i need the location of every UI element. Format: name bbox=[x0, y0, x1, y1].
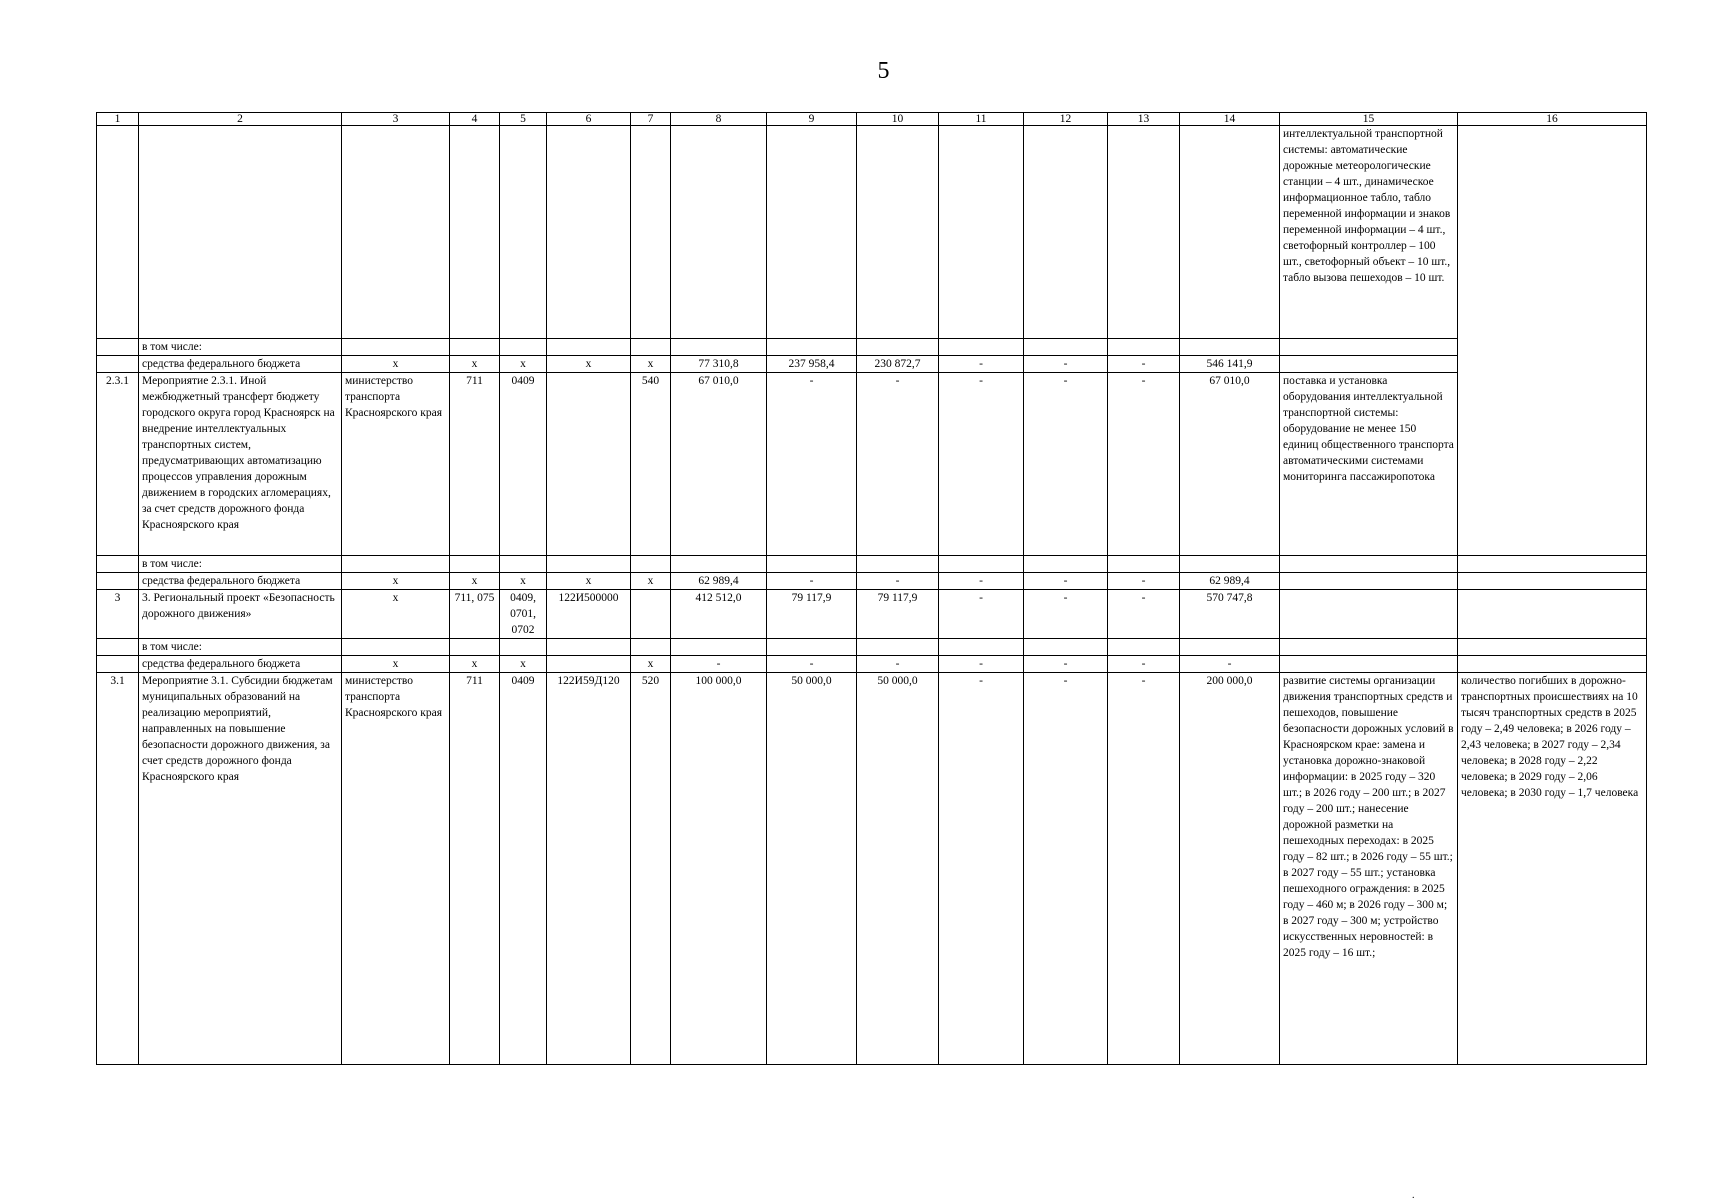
indicator-cell: количество погибших в дорожно-транспортных происшествиях на 10 тысяч транспортных средств в 2025 году – 2,49 человека; в 2026 году – 2,43 человека; в 2027 году – 2,34 человека; в 2028 году – 2,22 человека; в 2029 году – 2,06 человека; в 2030 году – 1,7 человека bbox=[1458, 673, 1647, 1065]
page-number: 5 bbox=[877, 58, 890, 84]
cell: 0409 bbox=[500, 373, 547, 556]
cell: - bbox=[1108, 373, 1180, 556]
header-cell: 5 bbox=[500, 113, 547, 126]
cell: - bbox=[1108, 573, 1180, 590]
row-label: средства федерального бюджета bbox=[139, 573, 342, 590]
cell: 237 958,4 bbox=[767, 356, 857, 373]
cell: 67 010,0 bbox=[671, 373, 767, 556]
cell: - bbox=[767, 656, 857, 673]
header-cell: 2 bbox=[139, 113, 342, 126]
cell: - bbox=[939, 373, 1024, 556]
cell: х bbox=[450, 656, 500, 673]
header-row bbox=[97, 113, 1647, 126]
cell: х bbox=[500, 356, 547, 373]
header-cell: 6 bbox=[547, 113, 631, 126]
header-cell: 1 bbox=[97, 113, 139, 126]
cell: 62 989,4 bbox=[671, 573, 767, 590]
table-row bbox=[97, 656, 1647, 673]
cell: 711 bbox=[450, 373, 500, 556]
header-cell: 11 bbox=[939, 113, 1024, 126]
table-row bbox=[97, 573, 1647, 590]
cell: - bbox=[767, 373, 857, 556]
cell: 100 000,0 bbox=[671, 673, 767, 1065]
header-cell: 4 bbox=[450, 113, 500, 126]
cell: - bbox=[1024, 590, 1108, 639]
cell: - bbox=[767, 573, 857, 590]
cell: - bbox=[857, 656, 939, 673]
header-cell: 3 bbox=[342, 113, 450, 126]
cell: - bbox=[1180, 656, 1280, 673]
cell: х bbox=[631, 573, 671, 590]
cell: - bbox=[857, 573, 939, 590]
cell: - bbox=[939, 673, 1024, 1065]
table-row bbox=[97, 339, 1647, 356]
cell: - bbox=[857, 373, 939, 556]
cell: 711, 075 bbox=[450, 590, 500, 639]
cell: 67 010,0 bbox=[1180, 373, 1280, 556]
result-cell: развитие системы организации движения транспортных средств и пешеходов, повышение безопасности дорожных условий в Красноярском крае: замена и установка дорожно-знаковой информации: в 2025 году – 320 шт.; в 2026 году – 200 шт.; в 2027 году – 200 шт.; нанесение дорожной разметки на пешеходных переходах: в 2025 году – 82 шт.; в 2026 году – 55 шт.; в 2027 году – 55 шт.; установка пешеходного ограждения: в 2025 году – 460 м; в 2026 году – 300 м; в 2027 году – 300 м; устройство искусственных неровностей: в 2025 году – 16 шт.; bbox=[1280, 673, 1458, 1065]
row-name: Мероприятие 2.3.1. Иной межбюджетный трансферт бюджету городского округа город Красноярск на внедрение интеллектуальных транспортных систем, предусматривающих автоматизацию процессов управления дорожным движением в городских агломерациях, за счет средств дорожного фонда Красноярского края bbox=[139, 373, 342, 556]
cell: - bbox=[1108, 356, 1180, 373]
cell: 122И500000 bbox=[547, 590, 631, 639]
cell: х bbox=[631, 356, 671, 373]
cell: 540 bbox=[631, 373, 671, 556]
header-cell: 7 bbox=[631, 113, 671, 126]
cell: х bbox=[500, 656, 547, 673]
cell: х bbox=[342, 573, 450, 590]
cell: 546 141,9 bbox=[1180, 356, 1280, 373]
cell: - bbox=[1024, 673, 1108, 1065]
table-row bbox=[97, 126, 1647, 339]
cell: - bbox=[671, 656, 767, 673]
cell: х bbox=[500, 573, 547, 590]
table-row bbox=[97, 673, 1647, 1065]
row-label: средства федерального бюджета bbox=[139, 656, 342, 673]
cell: х bbox=[547, 573, 631, 590]
cell: 230 872,7 bbox=[857, 356, 939, 373]
cell: х bbox=[342, 656, 450, 673]
row-number: 3 bbox=[97, 590, 139, 639]
cell: министерство транспорта Красноярского края bbox=[342, 673, 450, 1065]
result-cell: интеллектуальной транспортной системы: автоматические дорожные метеорологические станции – 4 шт., динамическое информационное табло, табло переменной информации и знаков переменной информации – 4 шт., светофорный контроллер – 100 шт., светофорный объект – 10 шт., табло вызова пешеходов – 10 шт. bbox=[1280, 126, 1458, 339]
cell: - bbox=[939, 573, 1024, 590]
cell: 520 bbox=[631, 673, 671, 1065]
cell: 50 000,0 bbox=[767, 673, 857, 1065]
indicator-cell bbox=[1458, 373, 1647, 556]
cell bbox=[547, 373, 631, 556]
header-cell: 16 bbox=[1458, 113, 1647, 126]
cell: 50 000,0 bbox=[857, 673, 939, 1065]
cell: - bbox=[939, 590, 1024, 639]
row-label: в том числе: bbox=[139, 556, 342, 573]
row-label: в том числе: bbox=[139, 339, 342, 356]
cell: 570 747,8 bbox=[1180, 590, 1280, 639]
cell: х bbox=[450, 573, 500, 590]
row-label: средства федерального бюджета bbox=[139, 356, 342, 373]
cell: 122И59Д120 bbox=[547, 673, 631, 1065]
row-number: 2.3.1 bbox=[97, 373, 139, 556]
header-cell: 10 bbox=[857, 113, 939, 126]
cell: - bbox=[1024, 573, 1108, 590]
row-label: в том числе: bbox=[139, 639, 342, 656]
cell: х bbox=[342, 590, 450, 639]
cell: - bbox=[1108, 656, 1180, 673]
cell: - bbox=[939, 656, 1024, 673]
cell: министерство транспорта Красноярского края bbox=[342, 373, 450, 556]
table-row bbox=[97, 373, 1647, 556]
cell: 79 117,9 bbox=[857, 590, 939, 639]
cell: 62 989,4 bbox=[1180, 573, 1280, 590]
cell: х bbox=[450, 356, 500, 373]
header-cell: 14 bbox=[1180, 113, 1280, 126]
cell bbox=[631, 590, 671, 639]
header-cell: 13 bbox=[1108, 113, 1180, 126]
row-name: 3. Региональный проект «Безопасность дорожного движения» bbox=[139, 590, 342, 639]
cell: 200 000,0 bbox=[1180, 673, 1280, 1065]
result-cell: поставка и установка оборудования интеллектуальной транспортной системы: оборудование не менее 150 единиц общественного транспорта автоматическими системами мониторинга пассажиропотока bbox=[1280, 373, 1458, 556]
cell: х bbox=[342, 356, 450, 373]
cell: - bbox=[1024, 356, 1108, 373]
table-row bbox=[97, 590, 1647, 639]
cell: 79 117,9 bbox=[767, 590, 857, 639]
row-name: Мероприятие 3.1. Субсидии бюджетам муниципальных образований на реализацию мероприятий, направленных на повышение безопасности дорожного движения, за счет средств дорожного фонда Красноярского края bbox=[139, 673, 342, 1065]
cell: 0409 bbox=[500, 673, 547, 1065]
table-row bbox=[97, 556, 1647, 573]
cell bbox=[547, 656, 631, 673]
cell: - bbox=[1108, 590, 1180, 639]
budget-table bbox=[96, 112, 1647, 1065]
cell: - bbox=[1108, 673, 1180, 1065]
indicator-cell bbox=[1458, 126, 1647, 373]
cell: - bbox=[1024, 373, 1108, 556]
table-row bbox=[97, 356, 1647, 373]
cell: - bbox=[939, 356, 1024, 373]
cell: 412 512,0 bbox=[671, 590, 767, 639]
cell: - bbox=[1024, 656, 1108, 673]
table-row bbox=[97, 639, 1647, 656]
cell: 0409, 0701, 0702 bbox=[500, 590, 547, 639]
header-cell: 8 bbox=[671, 113, 767, 126]
cell: х bbox=[631, 656, 671, 673]
row-number: 3.1 bbox=[97, 673, 139, 1065]
cell: 711 bbox=[450, 673, 500, 1065]
cell: х bbox=[547, 356, 631, 373]
cell: 77 310,8 bbox=[671, 356, 767, 373]
header-cell: 9 bbox=[767, 113, 857, 126]
footer-mark: . bbox=[1412, 1190, 1415, 1201]
header-cell: 15 bbox=[1280, 113, 1458, 126]
header-cell: 12 bbox=[1024, 113, 1108, 126]
